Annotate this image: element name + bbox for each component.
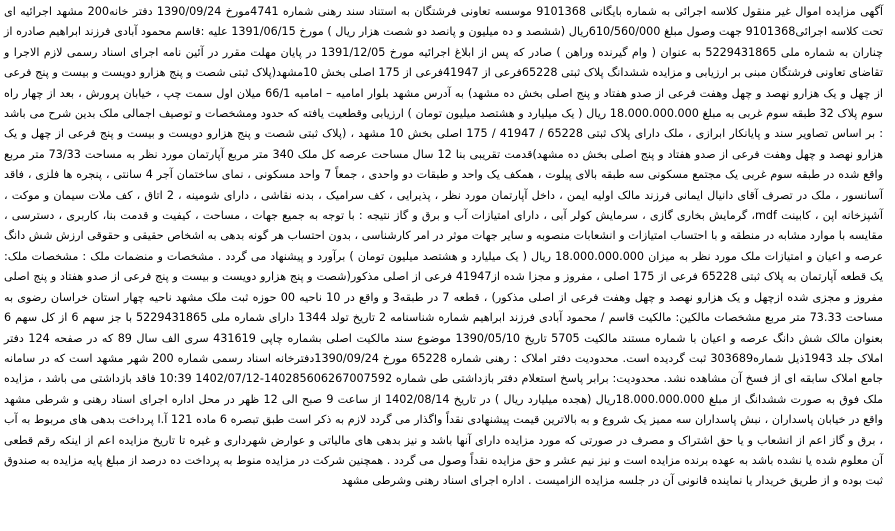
notice-body-text: آگهی مزایده اموال غیر منقول کلاسه اجرائی به شماره بایگانی 9101368 موسسه تعاونی فرشتگان به استناد سند رهنی شماره 4741مورخ 1390/09/24 دفتر خانه200 مشهد اجرائیه ای تحت کلاسه اجرائی9101368 جهت وصول مبلغ 610/560/000ریال (ششصد و ده میلیون و پانصد دو شصت هزار ریال ) مورخ 1391/06/15 علیه :قاسم محمود آبادی فرزند ابراهیم صادره از چناران به شماره ملی 5229431865 به عنوان ( وام گیرنده وراهن ) صادر که پس از ابلاغ اجرائیه مورخ 1391/12/05 در پایان مهلت مقرر در آئین نامه اجرای اسناد رسمی لازم الاجرا و تقاضای تعاونی فرشتگان مبنی بر ارزیابی و مزایده ششدانگ پلاک ثبتی 65228فرعی از 41947فرعی از 175 اصلی بخش 10مشهد(پلاک ثبتی شصت و پنج هزارو دویست و بیست و پنج فرعی از چهل و یک هزارو نهصد و چهل وهفت فرعی از صدو هفتاد و پنج اصلی بخش ده مشهد) به آدرس مشهد بلوار امامیه – امامیه 66/1 میلان اول سمت چپ ، خیابان پرورش ، بعد از چهار راه سوم پلاک 32 طبقه سوم غربی به مبلغ 18.000.000.000 ریال ( یک میلیارد و هشتصد میلیون تومان ) ارزیابی وقطعیت یافته که حدود ومشخصات و توصیف اجمالی ملک بدین شرح می باشد : بر اساس تصاویر سند و پایانکار ابرازی ، ملک دارای پلاک ثبتی 65228 / 41947 / 175 اصلی بخش 10 مشهد ، (پلاک ثبتی شصت و پنج هزارو دویست و بیست و پنج فرعی از چهل و یک هزارو نهصد و چهل وهفت فرعی از صدو هفتاد و پنج اصلی بخش ده مشهد)قدمت تقریبی بنا 12 سال مساحت عرصه کل ملک 340 متر مربع آپارتمان مورد نظر به مساحت 73/33 متر مربع واقع شده در طبقه سوم غربی یک مجتمع مسکونی سه طبقه بالای پیلوت ، همکف یک واحد و طبقات دو واحدی ، جمعاً 7 واحد مسکونی ، نمای ساختمان آجر 4 سانتی ، پنجره ها فلزی ، فاقد آسانسور ، ملک در تصرف آقای دانیال ایمانی فرزند مالک اولیه ایمن ، داخل آپارتمان مورد نظر ، پذیرایی ، کف سرامیک ، بدنه نقاشی ، دارای شومینه ، 2 اتاق ، کف ملات سیمان و موکت ، آشپزخانه اپن ، کابینت mdf، گرمایش بخاری گازی ، سرمایش کولر آبی ، دارای امتیازات آب و برق و گاز نتیجه : با توجه به جمیع جهات ، مساحت ، کیفیت و قدمت بنا، کاربری ، دسترسی ، مقایسه با موارد مشابه در منطقه و با احتساب امتیازات و انشعابات منصوبه و سایر جهات موثر در امر کارشناسی ، بدون احتساب هر گونه بدهی به اشخاص حقیقی و حقوقی ارزش شش دانگ عرصه و اعیان و امتیازات ملک مورد نظر به میزان 18.000.000.000 ریال ( یک میلیارد و هشتصد میلیون تومان ) برآورد و پیشنهاد می گردد . مشخصات و منضمات ملک : مشخصات ملک: یک قطعه آپارتمان به پلاک ثبتی 65228 فرعی از 175 اصلی ، مفروز و مجزا شده از41947 فرعی از اصلی مذکور(شصت و پنج هزارو دویست و بیست و پنج فرعی از صدو هفتاد و پنج اصلی مفروز و مجزی شده ازچهل و یک هزارو نهصد و چهل وهفت فرعی از اصلی مذکور) ، قطعه 7 در طبقه3 و واقع در 10 ناحیه 00 حوزه ثبت ملک مشهد ناحیه چهار استان خراسان رضوی به مساحت 73.33 متر مربع مشخصات مالکین: مالکیت قاسم / محمود آبادی فرزند ابراهیم شماره شناسنامه 2 تاریخ تولد 1344 دارای شماره ملی 5229431865 با جز سهم 6 از کل سهم 6 بعنوان مالک شش دانگ عرصه و اعیان با شماره مستند مالکیت 5705 تاریخ 1390/05/10 موضوع سند مالکیت اصلی بشماره چاپی 431619 سری الف سال 89 که در صفحه 124 دفتر املاک جلد 1943ذیل شماره303689 ثبت گردیده است. محدودیت دفتر املاک : رهنی شماره 65228 مورخ 1390/09/24دفترخانه اسناد رسمی شماره 200 شهر مشهد است که در سامانه جامع املاک سابقه ای از فسخ آن مشاهده نشد. محدودیت: برابر پاسخ استعلام دفتر بازداشتی طی شماره 140285606267007592-1402/07/12 10:39 فاقد بازداشتی می باشد ، مزایده ملک فوق به صورت ششدانگ از مبلغ 18.000.000.000ریال (هجده میلیارد ریال ) در تاریخ 1402/08/14 از ساعت 9 صبح الی 12 ظهر در محل اداره اجرای اسناد رهنی و شرطی مشهد واقع در خیابان پاسداران ، نبش پاسداران سه ممیز یک شروع و به بالاترین قیمت پیشنهادی نقداً واگذار می گردد لازم به ذکر است طبق تبصره 6 ماده 121 آ.ا پرداخت بدهی های مربوط به آب ، برق و گاز اعم از انشعاب و یا حق اشتراک و مصرف در صورتی که مورد مزایده دارای آنها باشد و نیز بدهی های مالیاتی و عوارض شهرداری و غیره تا تاریخ مزایده اعم از اینکه رقم قطعی آن معلوم شده یا نشده باشد به عهده برنده مزایده است و نیز نیم عشر و حق مزایده نقداً وصول می گردد . همچنین شرکت در مزایده منوط به پرداخت ده درصد از مبلغ پایه مزایده به صندوق ثبت بوده و از طریق خریدار یا نماینده قانونی آن در جلسه مزایده الزامیست . اداره اجرای اسناد رهنی وشرطی مشهد (4, 5, 884, 488)
